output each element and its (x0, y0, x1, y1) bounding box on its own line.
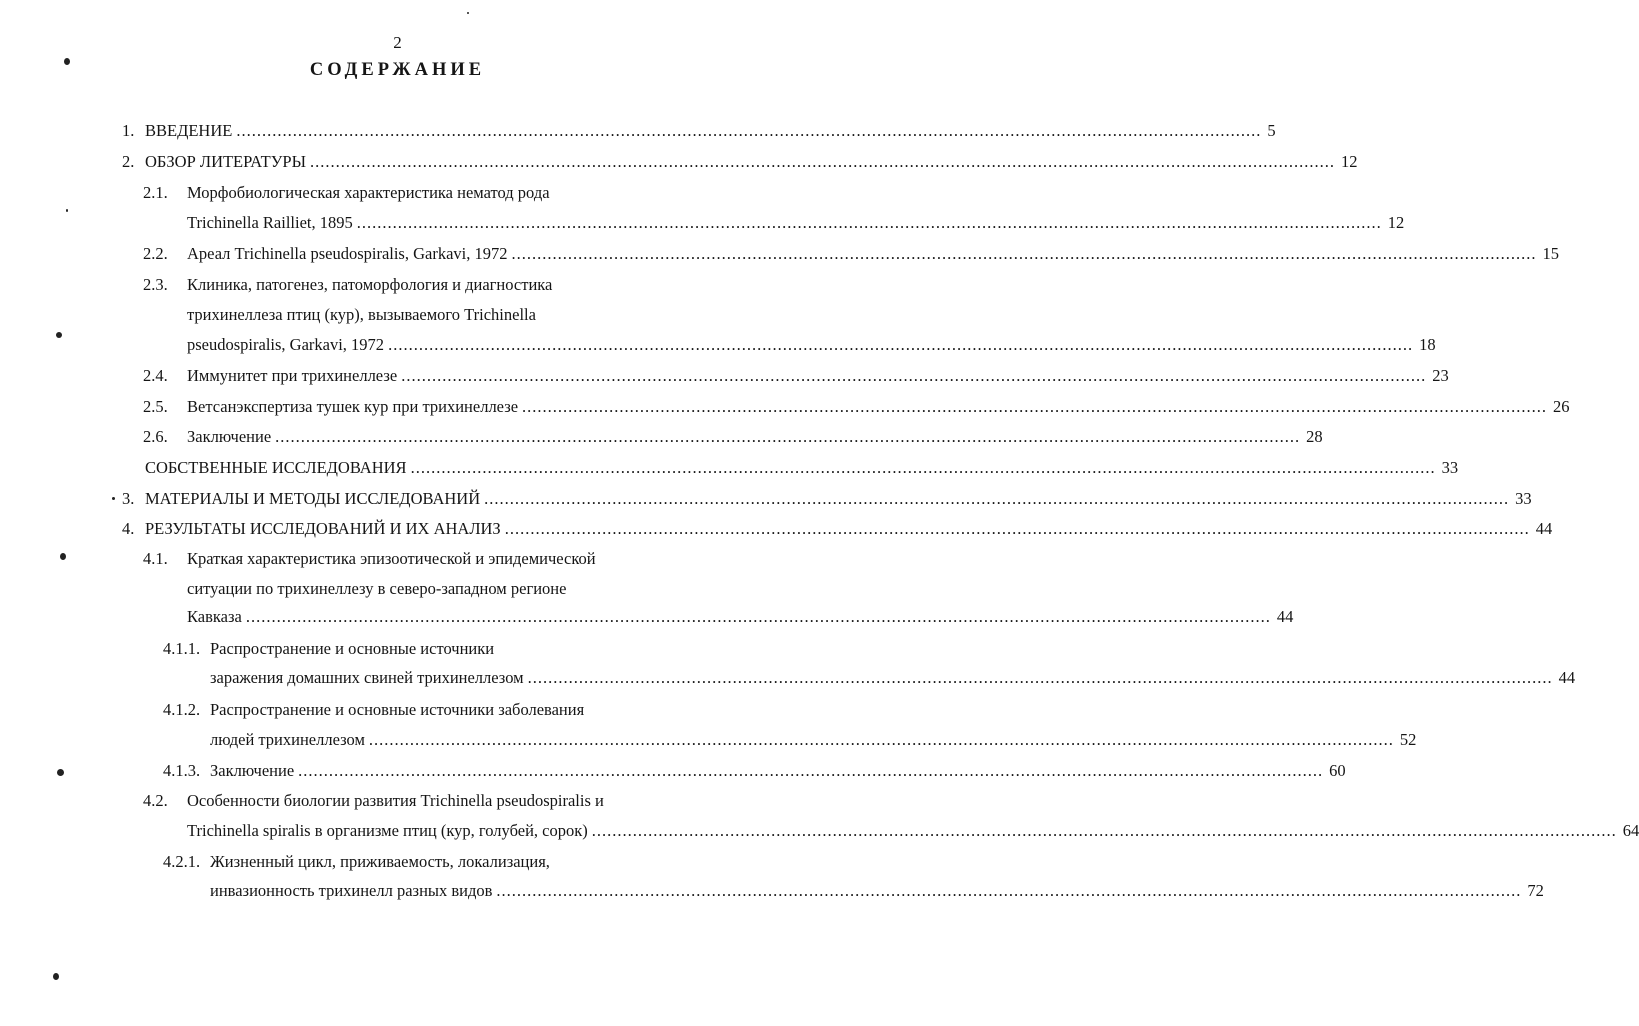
toc-entry (0, 120, 1276, 142)
toc-entry-title: Краткая характеристика эпизоотической и эпидемической (187, 549, 596, 568)
toc-entry-page: 28 (1306, 427, 1323, 446)
toc-entry (0, 488, 1532, 510)
toc-entry (0, 606, 1294, 628)
toc-entry-page: 33 (1441, 458, 1459, 477)
toc-entry-number: 2.1. (143, 183, 168, 202)
toc-entry-page: 12 (1387, 213, 1405, 232)
scan-speck (57, 769, 64, 776)
toc-entry (0, 274, 795, 296)
page-number: 2 (393, 33, 402, 52)
scan-speck (66, 209, 68, 212)
toc-entry-number: 2.5. (143, 397, 168, 416)
toc-entry-page: 60 (1329, 761, 1346, 780)
toc-entry-number: 4.1.3. (163, 761, 201, 780)
toc-entry (0, 790, 795, 812)
toc-entry (0, 760, 1346, 782)
dot-leader: ........................................................................................................................................................................................................ (591, 821, 1617, 840)
toc-entry-title: Ареал Trichinella pseudospiralis, Garkavi, 1972 (187, 244, 508, 263)
toc-entry (0, 426, 1323, 448)
toc-entry-page: 72 (1527, 881, 1544, 900)
toc-entry-number: 4.1. (143, 549, 168, 568)
toc-entry-number: 4.2. (143, 791, 168, 810)
toc-entry-number: 4.2.1. (163, 852, 201, 871)
toc-entry (0, 243, 1559, 265)
toc-entry-page: 5 (1267, 121, 1276, 140)
toc-entry-title: ситуации по трихинеллезу в северо-западном регионе (187, 579, 567, 598)
toc-entry (0, 820, 1639, 842)
dot-leader: ........................................................................................................................................................................................................ (356, 213, 1382, 232)
dot-leader: ........................................................................................................................................................................................................ (484, 489, 1510, 508)
toc-entry-page: 44 (1535, 519, 1553, 538)
dot-leader: ........................................................................................................................................................................................................ (511, 244, 1537, 263)
toc-entry-page: 33 (1515, 489, 1532, 508)
toc-entry-title: Заключение (187, 427, 272, 446)
scan-speck (64, 58, 70, 65)
toc-entry-title: заражения домашних свиней трихинеллезом (210, 668, 524, 687)
toc-entry-title: Особенности биологии развития Trichinella pseudospiralis и (187, 791, 604, 810)
toc-entry (0, 457, 1459, 479)
scan-speck (60, 553, 66, 560)
toc-entry-number: 4.1.1. (163, 639, 201, 658)
dot-leader: ........................................................................................................................................................................................................ (410, 458, 1436, 477)
toc-entry-title: Заключение (210, 761, 295, 780)
toc-entry-title: Распространение и основные источники (210, 639, 495, 658)
dot-leader: ........................................................................................................................................................................................................ (522, 397, 1548, 416)
scan-speck (53, 973, 59, 980)
toc-entry (0, 518, 1553, 540)
toc-entry-number: 2.6. (143, 427, 168, 446)
toc-entry-page: 12 (1341, 152, 1358, 171)
scan-speck (112, 497, 115, 500)
toc-entry-number: 4.1.2. (163, 700, 201, 719)
toc-entry-title: Кавказа (187, 607, 242, 626)
dot-leader: ........................................................................................................................................................................................................ (388, 335, 1414, 354)
toc-entry-title: Распространение и основные источники заболевания (210, 700, 585, 719)
toc-entry-title: Жизненный цикл, приживаемость, локализация, (210, 852, 550, 871)
toc-entry (0, 304, 795, 326)
toc-entry-number: 3. (122, 489, 135, 508)
toc-entry (0, 699, 795, 721)
dot-leader: ........................................................................................................................................................................................................ (504, 519, 1530, 538)
toc-entry-title: инвазионность трихинелл разных видов (210, 881, 493, 900)
toc-entry-title: МАТЕРИАЛЫ И МЕТОДЫ ИССЛЕДОВАНИЙ (145, 489, 481, 508)
toc-entry (0, 667, 1576, 689)
scan-speck (467, 12, 469, 14)
toc-entry-page: 44 (1276, 607, 1294, 626)
dot-leader: ........................................................................................................................................................................................................ (236, 121, 1262, 140)
toc-entry-title: трихинеллеза птиц (кур), вызываемого Trichinella (187, 305, 536, 324)
page-title: СОДЕРЖАНИЕ (309, 60, 486, 80)
toc-entry (0, 334, 1436, 356)
toc-entry-title: СОБСТВЕННЫЕ ИССЛЕДОВАНИЯ (145, 458, 407, 477)
toc-entry-number: 2.2. (143, 244, 168, 263)
toc-entry-page: 18 (1419, 335, 1436, 354)
dot-leader: ........................................................................................................................................................................................................ (401, 366, 1427, 385)
dot-leader: ........................................................................................................................................................................................................ (245, 607, 1271, 626)
toc-entry-page: 15 (1542, 244, 1559, 263)
toc-entry (0, 182, 795, 204)
dot-leader: ........................................................................................................................................................................................................ (368, 730, 1394, 749)
dot-leader: ........................................................................................................................................................................................................ (275, 427, 1301, 446)
toc-entry-title: ВВЕДЕНИЕ (145, 121, 233, 140)
toc-entry (0, 212, 1405, 234)
toc-entry (0, 365, 1449, 387)
toc-entry-title: Клиника, патогенез, патоморфология и диагностика (187, 275, 553, 294)
toc-entry (0, 880, 1544, 902)
toc-entry-number: 4. (122, 519, 135, 538)
toc-entry-title: Ветсанэкспертиза тушек кур при трихинеллезе (187, 397, 519, 416)
toc-entry-page: 64 (1622, 821, 1639, 840)
toc-entry-number: 2.4. (143, 366, 168, 385)
toc-entry-number: 2.3. (143, 275, 168, 294)
toc-entry-title: Trichinella spiralis в организме птиц (кур, голубей, сорок) (187, 821, 588, 840)
toc-entry-title: pseudospiralis, Garkavi, 1972 (187, 335, 385, 354)
toc-entry (0, 638, 795, 660)
toc-entry-title: Иммунитет при трихинеллезе (187, 366, 398, 385)
dot-leader: ........................................................................................................................................................................................................ (298, 761, 1324, 780)
dot-leader: ........................................................................................................................................................................................................ (527, 668, 1553, 687)
toc-entry (0, 151, 1358, 173)
dot-leader: ........................................................................................................................................................................................................ (496, 881, 1522, 900)
toc-entry-title: Trichinella Railliet, 1895 (187, 213, 353, 232)
toc-entry-page: 52 (1399, 730, 1417, 749)
toc-entry-page: 44 (1558, 668, 1576, 687)
toc-entry-title: людей трихинеллезом (210, 730, 365, 749)
toc-entry (0, 396, 1570, 418)
scan-speck (56, 332, 62, 338)
toc-entry-title: Морфобиологическая характеристика нематод рода (187, 183, 550, 202)
toc-entry (0, 578, 795, 600)
toc-entry-page: 23 (1432, 366, 1449, 385)
toc-entry (0, 851, 795, 873)
toc-entry-title: ОБЗОР ЛИТЕРАТУРЫ (145, 152, 306, 171)
toc-entry-number: 1. (122, 121, 135, 140)
dot-leader: ........................................................................................................................................................................................................ (310, 152, 1335, 171)
toc-entry (0, 548, 795, 570)
toc-entry-title: РЕЗУЛЬТАТЫ ИССЛЕДОВАНИЙ И ИХ АНАЛИЗ (145, 519, 501, 538)
toc-entry-number: 2. (122, 152, 135, 171)
toc-entry (0, 729, 1417, 751)
toc-entry-page: 26 (1553, 397, 1570, 416)
